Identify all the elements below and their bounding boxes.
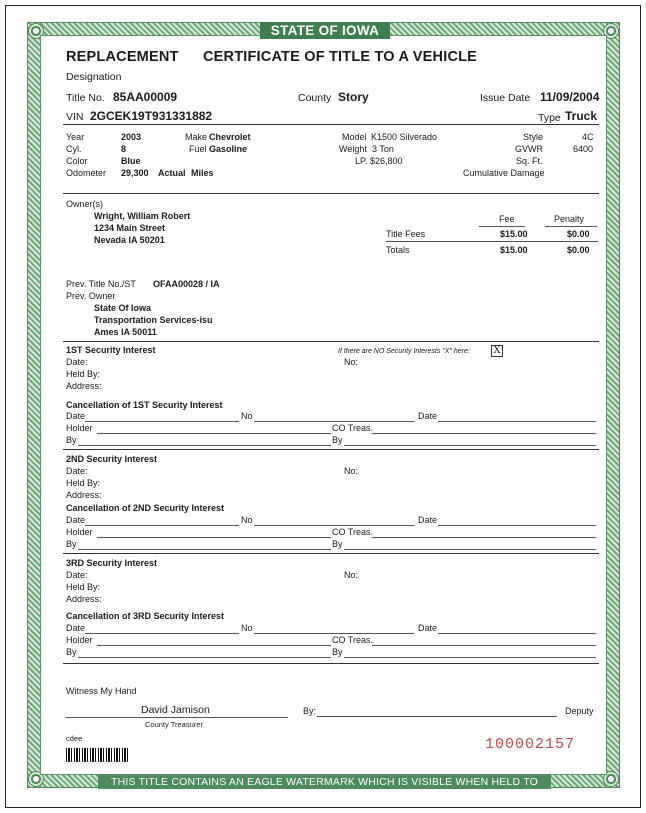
barcode-icon: [66, 748, 128, 762]
first-cancel-date2-field[interactable]: [438, 421, 596, 422]
third-cancel-no-field[interactable]: [254, 633, 414, 634]
owner-city: Nevada IA 50201: [94, 235, 165, 245]
issue-date-label: Issue Date: [480, 92, 531, 104]
form-code: cdee: [66, 734, 83, 743]
third-cancel-date-field[interactable]: [85, 633, 239, 634]
first-cancel-by-field[interactable]: [78, 445, 331, 446]
first-cancel-no-label: No: [241, 411, 253, 421]
second-cancel-by2-label: By: [332, 539, 343, 549]
third-security-heading: 3RD Security Interest: [66, 558, 158, 568]
first-cancel-holder-field[interactable]: [97, 433, 331, 434]
watermark-notice: THIS TITLE CONTAINS AN EAGLE WATERMARK WHICH IS VISIBLE WHEN HELD TO LIGHT: [98, 775, 551, 789]
second-cancel-no-field[interactable]: [254, 525, 414, 526]
make-value: Chevrolet: [209, 132, 251, 142]
third-date-label: Date:: [66, 570, 88, 580]
prev-owner-line1: State Of Iowa: [94, 303, 152, 313]
first-cancel-heading: Cancellation of 1ST Security Interest: [66, 400, 223, 410]
third-cancel-holder-field[interactable]: [97, 645, 331, 646]
document-title: CERTIFICATE OF TITLE TO A VEHICLE: [203, 49, 478, 65]
owner-label: Owner(s): [66, 199, 104, 209]
third-cancel-by2-label: By: [332, 647, 343, 657]
fee-header-underline: [479, 226, 525, 227]
first-no-label: No:: [344, 357, 359, 367]
vin-label: VIN: [66, 111, 84, 123]
weight-label: Weight: [339, 144, 367, 154]
deputy-signature-field[interactable]: [317, 716, 557, 717]
owner-street: 1234 Main Street: [94, 223, 166, 233]
divider: [63, 449, 599, 450]
lp-label: LP.: [355, 156, 368, 166]
second-cancel-date-label: Date: [66, 515, 86, 525]
certificate-border: [27, 22, 620, 802]
divider: [63, 341, 599, 342]
second-cancel-no-label: No: [241, 515, 253, 525]
totals-label: Totals: [386, 245, 410, 255]
third-cancel-by-label: By: [66, 647, 77, 657]
prev-owner-line2: Transportation Services-isu: [94, 315, 213, 325]
third-cancel-holder-label: Holder: [66, 635, 93, 645]
third-cancel-no-label: No: [241, 623, 253, 633]
fuel-label: Fuel: [189, 144, 207, 154]
second-cancel-by-label: By: [66, 539, 77, 549]
style-value: 4C: [582, 132, 594, 142]
vin-value: 2GCEK19T931331882: [90, 109, 213, 123]
third-address-label: Address:: [66, 594, 102, 604]
first-cancel-cotreas-label: CO Treas.: [332, 423, 374, 433]
witness-label: Witness My Hand: [66, 686, 137, 696]
title-fees-label: Title Fees: [386, 229, 426, 239]
cyl-value: 8: [121, 144, 127, 154]
odometer-unit: Miles: [191, 168, 214, 178]
second-cancel-by2-field[interactable]: [344, 549, 596, 550]
model-value: K1500 Silverado: [371, 132, 438, 142]
owner-name: Wright, William Robert: [94, 211, 191, 221]
third-cancel-date2-label: Date: [418, 623, 438, 633]
title-no-value: 85AA00009: [113, 90, 178, 104]
third-cancel-cotreas-label: CO Treas.: [332, 635, 374, 645]
second-cancel-heading: Cancellation of 2ND Security Interest: [66, 503, 225, 513]
divider: [63, 124, 599, 125]
gvwr-label: GVWR: [515, 144, 543, 154]
make-label: Make: [185, 132, 208, 142]
replacement-label: REPLACEMENT: [66, 49, 179, 65]
third-cancel-date-label: Date: [66, 623, 86, 633]
penalty-header-underline: [545, 226, 597, 227]
prev-owner-line3: Ames IA 50011: [94, 327, 157, 337]
color-label: Color: [66, 156, 88, 166]
prev-owner-label: Prev. Owner: [66, 291, 116, 301]
certificate-body: [40, 35, 607, 775]
county-label: County: [298, 92, 332, 104]
gvwr-value: 6400: [573, 144, 594, 154]
divider: [63, 663, 599, 664]
style-label: Style: [523, 132, 544, 142]
prev-title-label: Prev. Title No./ST: [66, 279, 136, 289]
model-label: Model: [342, 132, 367, 142]
treasurer-signature-line: [66, 717, 288, 718]
second-cancel-holder-field[interactable]: [97, 537, 331, 538]
second-held-by-label: Held By:: [66, 478, 101, 488]
odometer-status: Actual: [158, 168, 186, 178]
treasurer-name: David Jamison: [141, 704, 210, 716]
third-cancel-heading: Cancellation of 3RD Security Interest: [66, 611, 225, 621]
second-cancel-cotreas-label: CO Treas.: [332, 527, 374, 537]
third-cancel-date2-field[interactable]: [438, 633, 596, 634]
type-label: Type: [538, 112, 561, 124]
second-cancel-date2-field[interactable]: [438, 525, 596, 526]
second-cancel-cotreas-field[interactable]: [372, 537, 596, 538]
first-cancel-by-label: By: [66, 435, 77, 445]
treasurer-title: County Treasurer: [145, 720, 203, 729]
divider: [63, 193, 599, 194]
prev-title-value: OFAA00028 / IA: [153, 279, 220, 289]
first-cancel-no-field[interactable]: [254, 421, 414, 422]
second-security-heading: 2ND Security Interest: [66, 454, 158, 464]
title-fee-value: $15.00: [500, 229, 528, 239]
odometer-label: Odometer: [66, 168, 107, 178]
third-held-by-label: Held By:: [66, 582, 101, 592]
odometer-value: 29,300: [121, 168, 149, 178]
cumulative-damage-label: Cumulative Damage: [463, 168, 545, 178]
year-label: Year: [66, 132, 85, 142]
first-cancel-date2-label: Date: [418, 411, 438, 421]
type-value: Truck: [565, 109, 598, 123]
total-fee-value: $15.00: [500, 245, 528, 255]
third-cancel-by2-field[interactable]: [344, 657, 596, 658]
third-cancel-cotreas-field[interactable]: [372, 645, 596, 646]
title-no-label: Title No.: [66, 92, 105, 104]
second-cancel-holder-label: Holder: [66, 527, 93, 537]
title-penalty-value: $0.00: [567, 229, 590, 239]
first-date-label: Date:: [66, 357, 88, 367]
deputy-label: Deputy: [565, 706, 594, 716]
cyl-label: Cyl.: [66, 144, 82, 154]
first-security-heading: 1ST Security Interest: [66, 345, 156, 355]
first-held-by-label: Held By:: [66, 369, 101, 379]
penalty-header: Penalty: [554, 214, 585, 224]
third-no-label: No:: [344, 570, 359, 580]
total-penalty-value: $0.00: [567, 245, 590, 255]
by-label: By:: [303, 706, 317, 716]
year-value: 2003: [121, 132, 142, 142]
second-cancel-date2-label: Date: [418, 515, 438, 525]
county-value: Story: [338, 90, 369, 104]
first-cancel-cotreas-field[interactable]: [372, 433, 596, 434]
fuel-value: Gasoline: [209, 144, 248, 154]
first-cancel-date-label: Date: [66, 411, 86, 421]
sqft-label: Sq. Ft.: [516, 156, 543, 166]
issue-date-value: 11/09/2004: [540, 90, 600, 104]
second-cancel-date-field[interactable]: [85, 525, 239, 526]
divider: [63, 553, 599, 554]
first-cancel-by2-field[interactable]: [344, 445, 596, 446]
designation-label: Designation: [66, 71, 122, 83]
second-date-label: Date:: [66, 466, 88, 476]
second-cancel-by-field[interactable]: [78, 549, 331, 550]
second-address-label: Address:: [66, 490, 102, 500]
first-cancel-by2-label: By: [332, 435, 343, 445]
no-security-checkbox[interactable]: X: [491, 345, 503, 357]
serial-number: 100002157: [485, 736, 576, 753]
third-cancel-by-field[interactable]: [78, 657, 331, 658]
fee-row-underline: [386, 241, 598, 242]
weight-value: 3 Ton: [372, 144, 394, 154]
first-address-label: Address:: [66, 381, 102, 391]
lp-value: $26,800: [370, 156, 403, 166]
fee-header: Fee: [499, 214, 515, 224]
second-no-label: No:: [344, 466, 359, 476]
no-security-note: If there are NO Security Interests "X" here:: [338, 348, 470, 355]
state-banner: STATE OF IOWA: [260, 22, 390, 39]
color-value: Blue: [121, 156, 141, 166]
first-cancel-date-field[interactable]: [85, 421, 239, 422]
first-cancel-holder-label: Holder: [66, 423, 93, 433]
